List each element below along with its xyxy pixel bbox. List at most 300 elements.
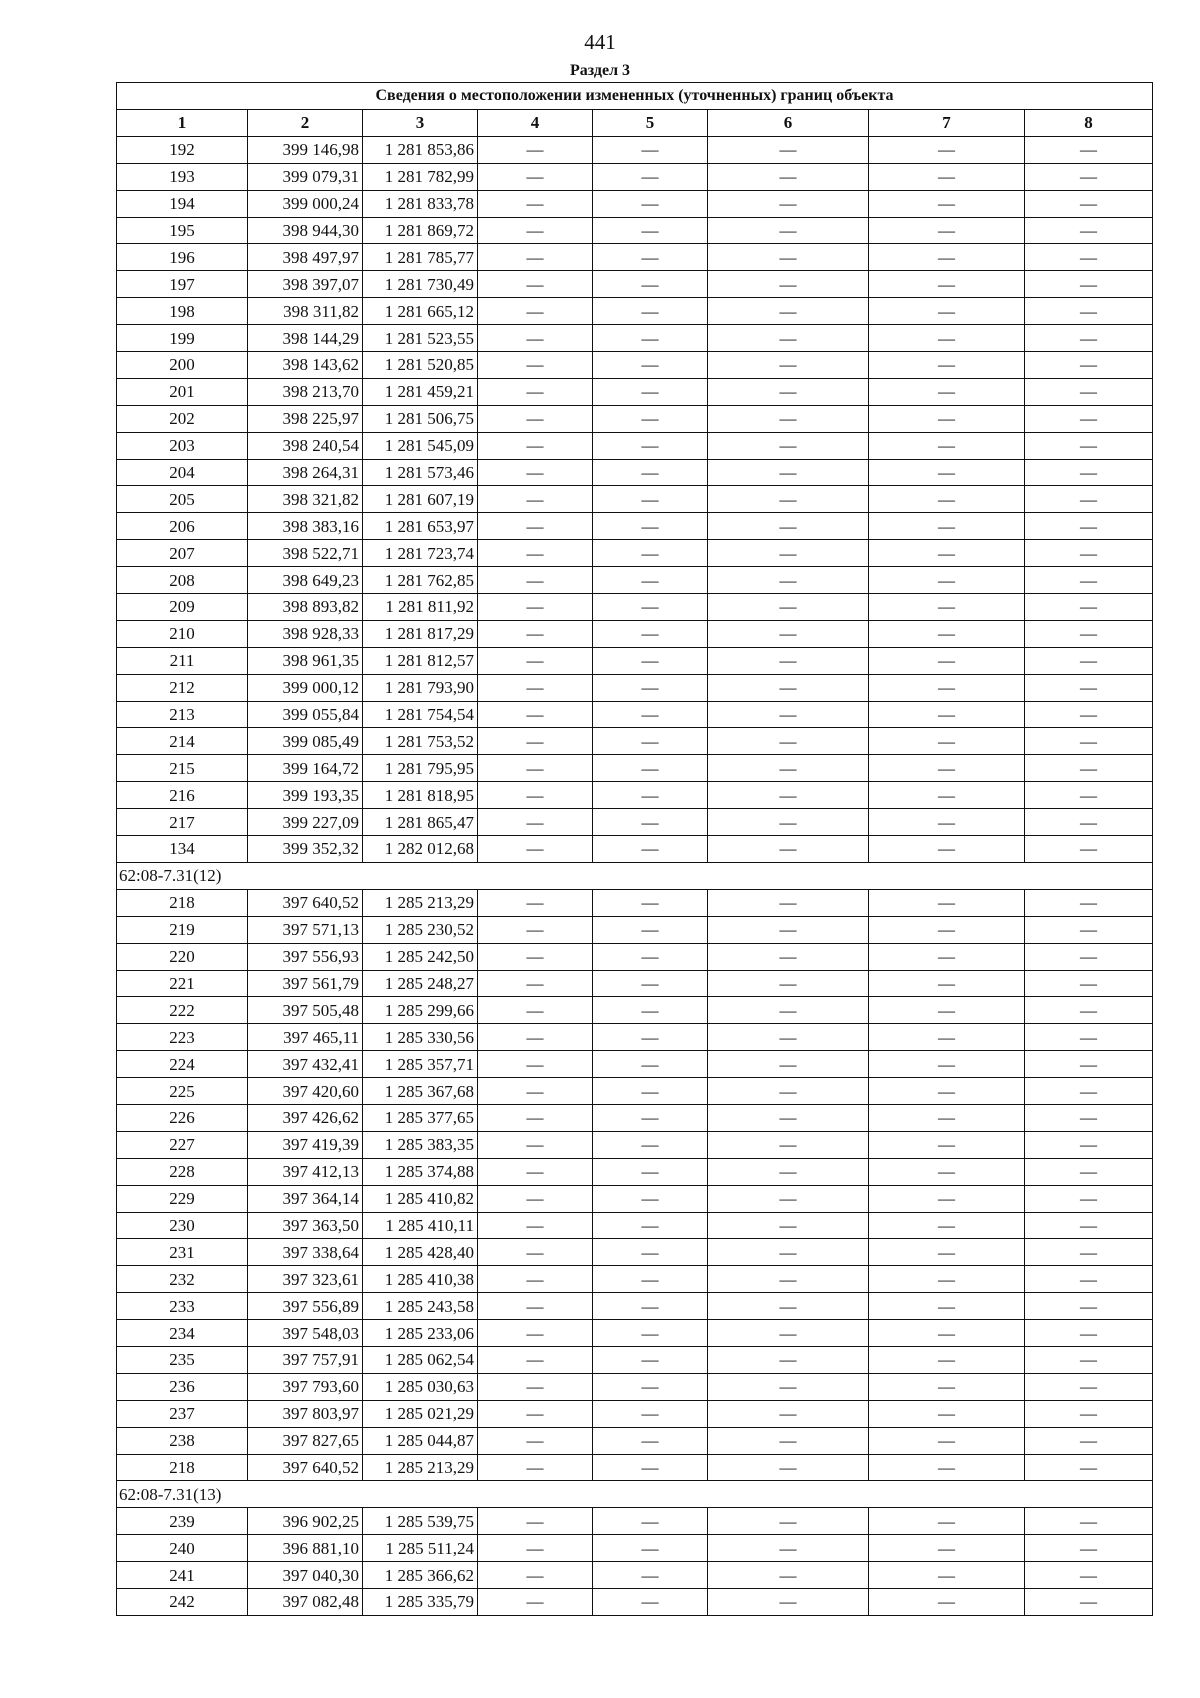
point-number-cell: 209: [117, 594, 248, 621]
table-row: [117, 647, 1153, 674]
column-6-cell: —: [708, 1239, 869, 1266]
column-6-cell: —: [708, 244, 869, 271]
column-4-cell: —: [478, 163, 593, 190]
column-7-cell: —: [869, 647, 1025, 674]
table-row: [117, 405, 1153, 432]
table-row: [117, 432, 1153, 459]
point-number-cell: 232: [117, 1266, 248, 1293]
coord-y-cell: 1 281 653,97: [363, 513, 478, 540]
coord-y-cell: 1 285 539,75: [363, 1508, 478, 1535]
column-4-cell: —: [478, 728, 593, 755]
table-title-row: [117, 83, 1153, 110]
column-5-cell: —: [593, 1427, 708, 1454]
column-4-cell: —: [478, 567, 593, 594]
coord-y-cell: 1 281 665,12: [363, 298, 478, 325]
column-5-cell: —: [593, 1293, 708, 1320]
column-4-cell: —: [478, 620, 593, 647]
coord-y-cell: 1 285 383,35: [363, 1131, 478, 1158]
group-row: [117, 862, 1153, 889]
column-4-cell: —: [478, 647, 593, 674]
coord-y-cell: 1 281 811,92: [363, 594, 478, 621]
column-4-cell: —: [478, 594, 593, 621]
point-number-cell: 203: [117, 432, 248, 459]
column-7-cell: —: [869, 970, 1025, 997]
coord-y-cell: 1 281 753,52: [363, 728, 478, 755]
column-7-cell: —: [869, 809, 1025, 836]
point-number-cell: 197: [117, 271, 248, 298]
column-4-cell: —: [478, 1346, 593, 1373]
column-5-cell: —: [593, 244, 708, 271]
column-6-cell: —: [708, 1266, 869, 1293]
column-6-cell: —: [708, 405, 869, 432]
coord-x-cell: 397 363,50: [248, 1212, 363, 1239]
coord-x-cell: 399 055,84: [248, 701, 363, 728]
column-4-cell: —: [478, 997, 593, 1024]
point-number-cell: 201: [117, 378, 248, 405]
column-4-cell: —: [478, 1185, 593, 1212]
point-number-cell: 229: [117, 1185, 248, 1212]
coord-y-cell: 1 281 573,46: [363, 459, 478, 486]
column-7-cell: —: [869, 1212, 1025, 1239]
column-8-cell: —: [1025, 1212, 1153, 1239]
table-row: [117, 782, 1153, 809]
column-5-cell: —: [593, 217, 708, 244]
coord-x-cell: 397 082,48: [248, 1588, 363, 1615]
table-row: [117, 352, 1153, 379]
column-5-cell: —: [593, 1346, 708, 1373]
coord-x-cell: 398 383,16: [248, 513, 363, 540]
column-8-cell: —: [1025, 190, 1153, 217]
coord-x-cell: 397 364,14: [248, 1185, 363, 1212]
table-row: [117, 325, 1153, 352]
column-4-cell: —: [478, 1212, 593, 1239]
column-8-cell: —: [1025, 943, 1153, 970]
point-number-cell: 206: [117, 513, 248, 540]
table-row: [117, 594, 1153, 621]
coord-x-cell: 398 649,23: [248, 567, 363, 594]
table-row: [117, 836, 1153, 863]
column-7-cell: —: [869, 943, 1025, 970]
coord-y-cell: 1 281 853,86: [363, 136, 478, 163]
column-5-cell: —: [593, 1588, 708, 1615]
table-row: [117, 1373, 1153, 1400]
group-row: [117, 1481, 1153, 1508]
point-number-cell: 224: [117, 1051, 248, 1078]
column-7-cell: —: [869, 217, 1025, 244]
point-number-cell: 225: [117, 1078, 248, 1105]
column-6-cell: —: [708, 567, 869, 594]
column-7-cell: —: [869, 1320, 1025, 1347]
column-6-cell: —: [708, 325, 869, 352]
column-4-cell: —: [478, 1454, 593, 1481]
column-8-cell: —: [1025, 997, 1153, 1024]
column-8-cell: —: [1025, 1158, 1153, 1185]
column-4-cell: —: [478, 1131, 593, 1158]
column-4-cell: —: [478, 1320, 593, 1347]
table-row: [117, 1562, 1153, 1589]
column-8-cell: —: [1025, 1562, 1153, 1589]
column-header: 3: [363, 110, 478, 137]
coord-y-cell: 1 281 723,74: [363, 540, 478, 567]
column-6-cell: —: [708, 809, 869, 836]
table-row: [117, 1535, 1153, 1562]
column-5-cell: —: [593, 378, 708, 405]
coord-y-cell: 1 285 243,58: [363, 1293, 478, 1320]
column-5-cell: —: [593, 486, 708, 513]
coord-y-cell: 1 285 428,40: [363, 1239, 478, 1266]
column-4-cell: —: [478, 1508, 593, 1535]
coord-x-cell: 397 556,93: [248, 943, 363, 970]
column-6-cell: —: [708, 1293, 869, 1320]
column-8-cell: —: [1025, 405, 1153, 432]
column-5-cell: —: [593, 1158, 708, 1185]
coord-y-cell: 1 285 062,54: [363, 1346, 478, 1373]
column-4-cell: —: [478, 970, 593, 997]
coord-y-cell: 1 285 248,27: [363, 970, 478, 997]
coord-y-cell: 1 285 233,06: [363, 1320, 478, 1347]
column-7-cell: —: [869, 1562, 1025, 1589]
point-number-cell: 204: [117, 459, 248, 486]
coord-y-cell: 1 281 782,99: [363, 163, 478, 190]
coord-x-cell: 397 426,62: [248, 1104, 363, 1131]
table-row: [117, 1212, 1153, 1239]
column-7-cell: —: [869, 1131, 1025, 1158]
column-6-cell: —: [708, 1078, 869, 1105]
coord-x-cell: 397 757,91: [248, 1346, 363, 1373]
coord-y-cell: 1 281 869,72: [363, 217, 478, 244]
table-row: [117, 1239, 1153, 1266]
column-6-cell: —: [708, 1373, 869, 1400]
column-6-cell: —: [708, 674, 869, 701]
column-7-cell: —: [869, 755, 1025, 782]
column-6-cell: —: [708, 1131, 869, 1158]
column-5-cell: —: [593, 594, 708, 621]
coord-x-cell: 398 311,82: [248, 298, 363, 325]
table-row: [117, 1454, 1153, 1481]
column-8-cell: —: [1025, 325, 1153, 352]
column-5-cell: —: [593, 352, 708, 379]
point-number-cell: 231: [117, 1239, 248, 1266]
point-number-cell: 239: [117, 1508, 248, 1535]
column-5-cell: —: [593, 1266, 708, 1293]
table-row: [117, 809, 1153, 836]
point-number-cell: 216: [117, 782, 248, 809]
column-5-cell: —: [593, 1373, 708, 1400]
table-row: [117, 1104, 1153, 1131]
column-7-cell: —: [869, 1266, 1025, 1293]
table-row: [117, 1051, 1153, 1078]
column-7-cell: —: [869, 1078, 1025, 1105]
column-8-cell: —: [1025, 1024, 1153, 1051]
coord-x-cell: 397 827,65: [248, 1427, 363, 1454]
column-6-cell: —: [708, 1562, 869, 1589]
column-5-cell: —: [593, 459, 708, 486]
column-7-cell: —: [869, 1293, 1025, 1320]
column-5-cell: —: [593, 728, 708, 755]
column-8-cell: —: [1025, 1078, 1153, 1105]
column-6-cell: —: [708, 298, 869, 325]
coord-x-cell: 398 143,62: [248, 352, 363, 379]
column-4-cell: —: [478, 836, 593, 863]
column-6-cell: —: [708, 190, 869, 217]
column-7-cell: —: [869, 1239, 1025, 1266]
column-5-cell: —: [593, 1078, 708, 1105]
column-7-cell: —: [869, 1427, 1025, 1454]
column-6-cell: —: [708, 1185, 869, 1212]
column-5-cell: —: [593, 325, 708, 352]
column-7-cell: —: [869, 1158, 1025, 1185]
column-5-cell: —: [593, 889, 708, 916]
column-header: 1: [117, 110, 248, 137]
column-7-cell: —: [869, 136, 1025, 163]
column-7-cell: —: [869, 1104, 1025, 1131]
point-number-cell: 237: [117, 1400, 248, 1427]
column-header: 4: [478, 110, 593, 137]
column-8-cell: —: [1025, 755, 1153, 782]
parcel-group-label: 62:08-7.31(12): [117, 862, 1153, 889]
column-7-cell: —: [869, 1051, 1025, 1078]
column-5-cell: —: [593, 1320, 708, 1347]
coord-x-cell: 399 164,72: [248, 755, 363, 782]
point-number-cell: 211: [117, 647, 248, 674]
column-4-cell: —: [478, 1104, 593, 1131]
point-number-cell: 192: [117, 136, 248, 163]
column-6-cell: —: [708, 701, 869, 728]
column-6-cell: —: [708, 1051, 869, 1078]
column-6-cell: —: [708, 620, 869, 647]
column-4-cell: —: [478, 1400, 593, 1427]
column-5-cell: —: [593, 136, 708, 163]
column-8-cell: —: [1025, 1185, 1153, 1212]
column-5-cell: —: [593, 620, 708, 647]
point-number-cell: 220: [117, 943, 248, 970]
section-title: Раздел 3: [569, 62, 631, 79]
table-row: [117, 1427, 1153, 1454]
column-header-row: [117, 110, 1153, 137]
column-8-cell: —: [1025, 163, 1153, 190]
column-7-cell: —: [869, 1508, 1025, 1535]
column-5-cell: —: [593, 782, 708, 809]
column-7-cell: —: [869, 782, 1025, 809]
column-7-cell: —: [869, 1346, 1025, 1373]
column-4-cell: —: [478, 701, 593, 728]
column-6-cell: —: [708, 647, 869, 674]
coord-x-cell: 398 522,71: [248, 540, 363, 567]
column-7-cell: —: [869, 1185, 1025, 1212]
column-7-cell: —: [869, 352, 1025, 379]
coord-y-cell: 1 281 730,49: [363, 271, 478, 298]
coord-y-cell: 1 285 030,63: [363, 1373, 478, 1400]
coord-x-cell: 398 264,31: [248, 459, 363, 486]
column-7-cell: —: [869, 513, 1025, 540]
column-5-cell: —: [593, 1239, 708, 1266]
column-5-cell: —: [593, 916, 708, 943]
table-row: [117, 755, 1153, 782]
coord-y-cell: 1 281 762,85: [363, 567, 478, 594]
coord-y-cell: 1 285 213,29: [363, 889, 478, 916]
column-4-cell: —: [478, 755, 593, 782]
column-5-cell: —: [593, 943, 708, 970]
column-5-cell: —: [593, 1212, 708, 1239]
table-row: [117, 701, 1153, 728]
column-4-cell: —: [478, 782, 593, 809]
column-4-cell: —: [478, 1078, 593, 1105]
column-8-cell: —: [1025, 701, 1153, 728]
column-6-cell: —: [708, 782, 869, 809]
coord-y-cell: 1 281 795,95: [363, 755, 478, 782]
column-7-cell: —: [869, 432, 1025, 459]
table-row: [117, 1293, 1153, 1320]
column-header: 5: [593, 110, 708, 137]
column-5-cell: —: [593, 809, 708, 836]
column-6-cell: —: [708, 970, 869, 997]
table-row: [117, 136, 1153, 163]
point-number-cell: 226: [117, 1104, 248, 1131]
column-5-cell: —: [593, 997, 708, 1024]
column-8-cell: —: [1025, 567, 1153, 594]
coord-y-cell: 1 281 545,09: [363, 432, 478, 459]
column-8-cell: —: [1025, 889, 1153, 916]
column-7-cell: —: [869, 1400, 1025, 1427]
column-4-cell: —: [478, 136, 593, 163]
column-7-cell: —: [869, 459, 1025, 486]
coord-y-cell: 1 285 021,29: [363, 1400, 478, 1427]
column-5-cell: —: [593, 970, 708, 997]
coordinates-table: [116, 82, 1153, 1616]
column-7-cell: —: [869, 486, 1025, 513]
column-5-cell: —: [593, 701, 708, 728]
table-row: [117, 298, 1153, 325]
coord-y-cell: 1 281 607,19: [363, 486, 478, 513]
column-5-cell: —: [593, 755, 708, 782]
page-number: 441: [584, 30, 616, 54]
column-8-cell: —: [1025, 1373, 1153, 1400]
column-4-cell: —: [478, 325, 593, 352]
column-8-cell: —: [1025, 378, 1153, 405]
column-8-cell: —: [1025, 620, 1153, 647]
coord-x-cell: 398 321,82: [248, 486, 363, 513]
column-8-cell: —: [1025, 970, 1153, 997]
coord-y-cell: 1 281 865,47: [363, 809, 478, 836]
coord-y-cell: 1 285 410,11: [363, 1212, 478, 1239]
column-4-cell: —: [478, 540, 593, 567]
column-5-cell: —: [593, 1024, 708, 1051]
column-4-cell: —: [478, 298, 593, 325]
column-8-cell: —: [1025, 1427, 1153, 1454]
table-row: [117, 1588, 1153, 1615]
column-header: 2: [248, 110, 363, 137]
column-6-cell: —: [708, 432, 869, 459]
table-row: [117, 943, 1153, 970]
column-8-cell: —: [1025, 244, 1153, 271]
column-6-cell: —: [708, 486, 869, 513]
column-6-cell: —: [708, 916, 869, 943]
column-5-cell: —: [593, 674, 708, 701]
column-6-cell: —: [708, 728, 869, 755]
column-8-cell: —: [1025, 1346, 1153, 1373]
column-7-cell: —: [869, 836, 1025, 863]
column-5-cell: —: [593, 1400, 708, 1427]
table-row: [117, 1158, 1153, 1185]
column-8-cell: —: [1025, 809, 1153, 836]
table-row: [117, 271, 1153, 298]
column-7-cell: —: [869, 405, 1025, 432]
point-number-cell: 227: [117, 1131, 248, 1158]
column-5-cell: —: [593, 567, 708, 594]
coord-x-cell: 397 640,52: [248, 1454, 363, 1481]
column-7-cell: —: [869, 997, 1025, 1024]
point-number-cell: 219: [117, 916, 248, 943]
column-7-cell: —: [869, 1535, 1025, 1562]
column-6-cell: —: [708, 513, 869, 540]
column-8-cell: —: [1025, 217, 1153, 244]
point-number-cell: 195: [117, 217, 248, 244]
coord-x-cell: 397 432,41: [248, 1051, 363, 1078]
column-4-cell: —: [478, 190, 593, 217]
coord-y-cell: 1 285 044,87: [363, 1427, 478, 1454]
coord-x-cell: 399 085,49: [248, 728, 363, 755]
column-7-cell: —: [869, 728, 1025, 755]
column-4-cell: —: [478, 513, 593, 540]
table-row: [117, 1400, 1153, 1427]
table-row: [117, 459, 1153, 486]
column-4-cell: —: [478, 405, 593, 432]
point-number-cell: 202: [117, 405, 248, 432]
point-number-cell: 241: [117, 1562, 248, 1589]
column-6-cell: —: [708, 540, 869, 567]
coord-x-cell: 399 227,09: [248, 809, 363, 836]
table-row: [117, 163, 1153, 190]
table-row: [117, 1185, 1153, 1212]
coord-x-cell: 398 225,97: [248, 405, 363, 432]
table-title: Сведения о местоположении измененных (уточненных) границ объекта: [117, 83, 1153, 110]
coord-x-cell: 396 881,10: [248, 1535, 363, 1562]
column-6-cell: —: [708, 1158, 869, 1185]
column-5-cell: —: [593, 513, 708, 540]
table-row: [117, 1508, 1153, 1535]
table-row: [117, 217, 1153, 244]
coord-x-cell: 397 465,11: [248, 1024, 363, 1051]
column-7-cell: —: [869, 244, 1025, 271]
coord-y-cell: 1 281 793,90: [363, 674, 478, 701]
coord-y-cell: 1 281 523,55: [363, 325, 478, 352]
coord-y-cell: 1 285 377,65: [363, 1104, 478, 1131]
table-row: [117, 378, 1153, 405]
column-6-cell: —: [708, 889, 869, 916]
point-number-cell: 236: [117, 1373, 248, 1400]
column-5-cell: —: [593, 1131, 708, 1158]
column-6-cell: —: [708, 943, 869, 970]
coord-x-cell: 397 556,89: [248, 1293, 363, 1320]
column-8-cell: —: [1025, 1320, 1153, 1347]
point-number-cell: 207: [117, 540, 248, 567]
table-row: [117, 540, 1153, 567]
column-7-cell: —: [869, 889, 1025, 916]
column-7-cell: —: [869, 1588, 1025, 1615]
column-8-cell: —: [1025, 674, 1153, 701]
coord-x-cell: 397 640,52: [248, 889, 363, 916]
point-number-cell: 217: [117, 809, 248, 836]
column-4-cell: —: [478, 378, 593, 405]
coord-y-cell: 1 281 459,21: [363, 378, 478, 405]
table-row: [117, 1131, 1153, 1158]
column-8-cell: —: [1025, 513, 1153, 540]
column-8-cell: —: [1025, 1131, 1153, 1158]
column-header: 6: [708, 110, 869, 137]
column-8-cell: —: [1025, 271, 1153, 298]
table-row: [117, 1078, 1153, 1105]
column-6-cell: —: [708, 352, 869, 379]
